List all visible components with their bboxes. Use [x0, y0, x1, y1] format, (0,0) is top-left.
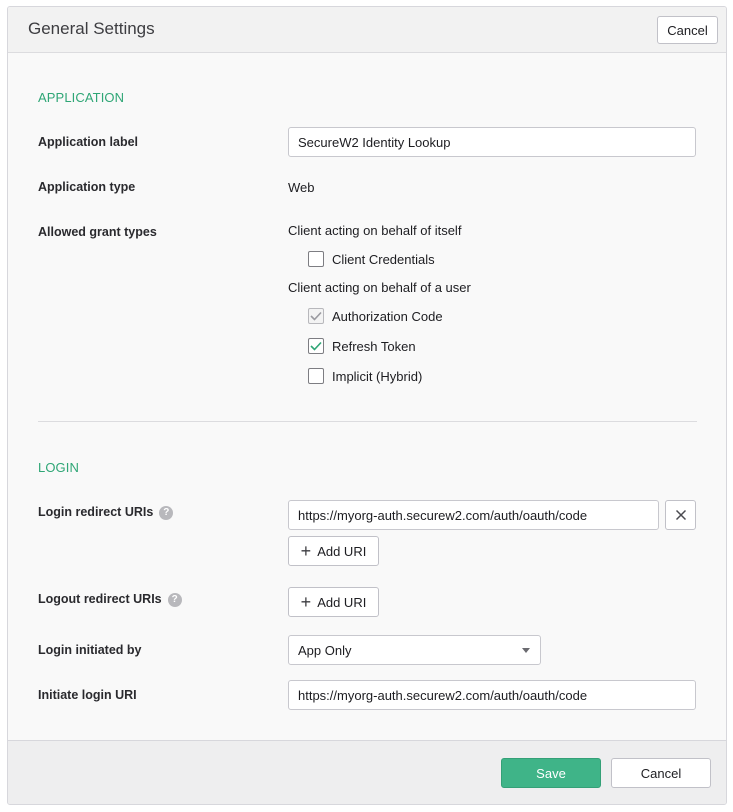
allowed-grant-types-label: Allowed grant types [38, 225, 157, 239]
plus-icon: + [300, 541, 312, 561]
save-button[interactable]: Save [501, 758, 601, 788]
plus-icon: + [300, 592, 312, 612]
remove-redirect-uri-button[interactable] [665, 500, 696, 530]
general-settings-panel [7, 6, 727, 805]
application-type-label: Application type [38, 180, 136, 194]
add-logout-redirect-uri-button[interactable] [288, 587, 379, 617]
grant-client-credentials[interactable] [308, 251, 435, 267]
add-uri-label: Add URI [317, 543, 367, 559]
grant-authorization-code [308, 308, 443, 324]
grant-implicit-hybrid[interactable] [308, 368, 422, 384]
panel-header [8, 7, 726, 53]
initiate-login-uri-input[interactable]: https://myorg-auth.securew2.com/auth/oauth/code [288, 680, 696, 710]
refresh-token-checkbox[interactable] [308, 338, 324, 354]
application-type-value: Web [288, 180, 315, 195]
initiate-login-uri-label: Initiate login URI [38, 688, 137, 702]
footer-cancel-button[interactable]: Cancel [611, 758, 711, 788]
implicit-hybrid-checkbox[interactable] [308, 368, 324, 384]
client-credentials-label: Client Credentials [332, 251, 435, 267]
chevron-down-icon [522, 648, 530, 653]
login-redirect-uris-label [38, 505, 173, 520]
login-redirect-uri-input[interactable]: https://myorg-auth.securew2.com/auth/oauth/code [288, 500, 659, 530]
authorization-code-label: Authorization Code [332, 308, 443, 324]
login-initiated-by-select[interactable] [288, 635, 541, 665]
section-divider [38, 421, 697, 422]
check-icon [310, 311, 322, 321]
add-uri-label: Add URI [317, 594, 367, 610]
close-icon [675, 509, 687, 521]
application-label-label: Application label [38, 135, 139, 149]
implicit-hybrid-label: Implicit (Hybrid) [332, 368, 423, 384]
refresh-token-label: Refresh Token [332, 338, 416, 354]
application-label-input[interactable]: SecureW2 Identity Lookup [288, 127, 696, 157]
check-icon [310, 341, 322, 351]
grant-group-self-label: Client acting on behalf of itself [288, 223, 462, 238]
help-icon[interactable]: ? [168, 593, 182, 607]
authorization-code-checkbox [308, 308, 324, 324]
add-login-redirect-uri-button[interactable] [288, 536, 379, 566]
help-icon[interactable]: ? [159, 506, 173, 520]
logout-redirect-uris-label [38, 592, 182, 607]
client-credentials-checkbox[interactable] [308, 251, 324, 267]
page-title: General Settings [28, 19, 155, 38]
logout-redirect-uris-text: Logout redirect URIs [38, 592, 162, 606]
login-initiated-by-label: Login initiated by [38, 643, 142, 657]
section-title-application: APPLICATION [38, 90, 125, 105]
grant-group-user-label: Client acting on behalf of a user [288, 280, 471, 295]
section-title-login: LOGIN [38, 460, 79, 475]
header-cancel-button[interactable]: Cancel [657, 16, 718, 44]
grant-refresh-token[interactable] [308, 338, 416, 354]
login-redirect-uris-text: Login redirect URIs [38, 505, 154, 519]
login-initiated-by-value: App Only [298, 642, 352, 658]
